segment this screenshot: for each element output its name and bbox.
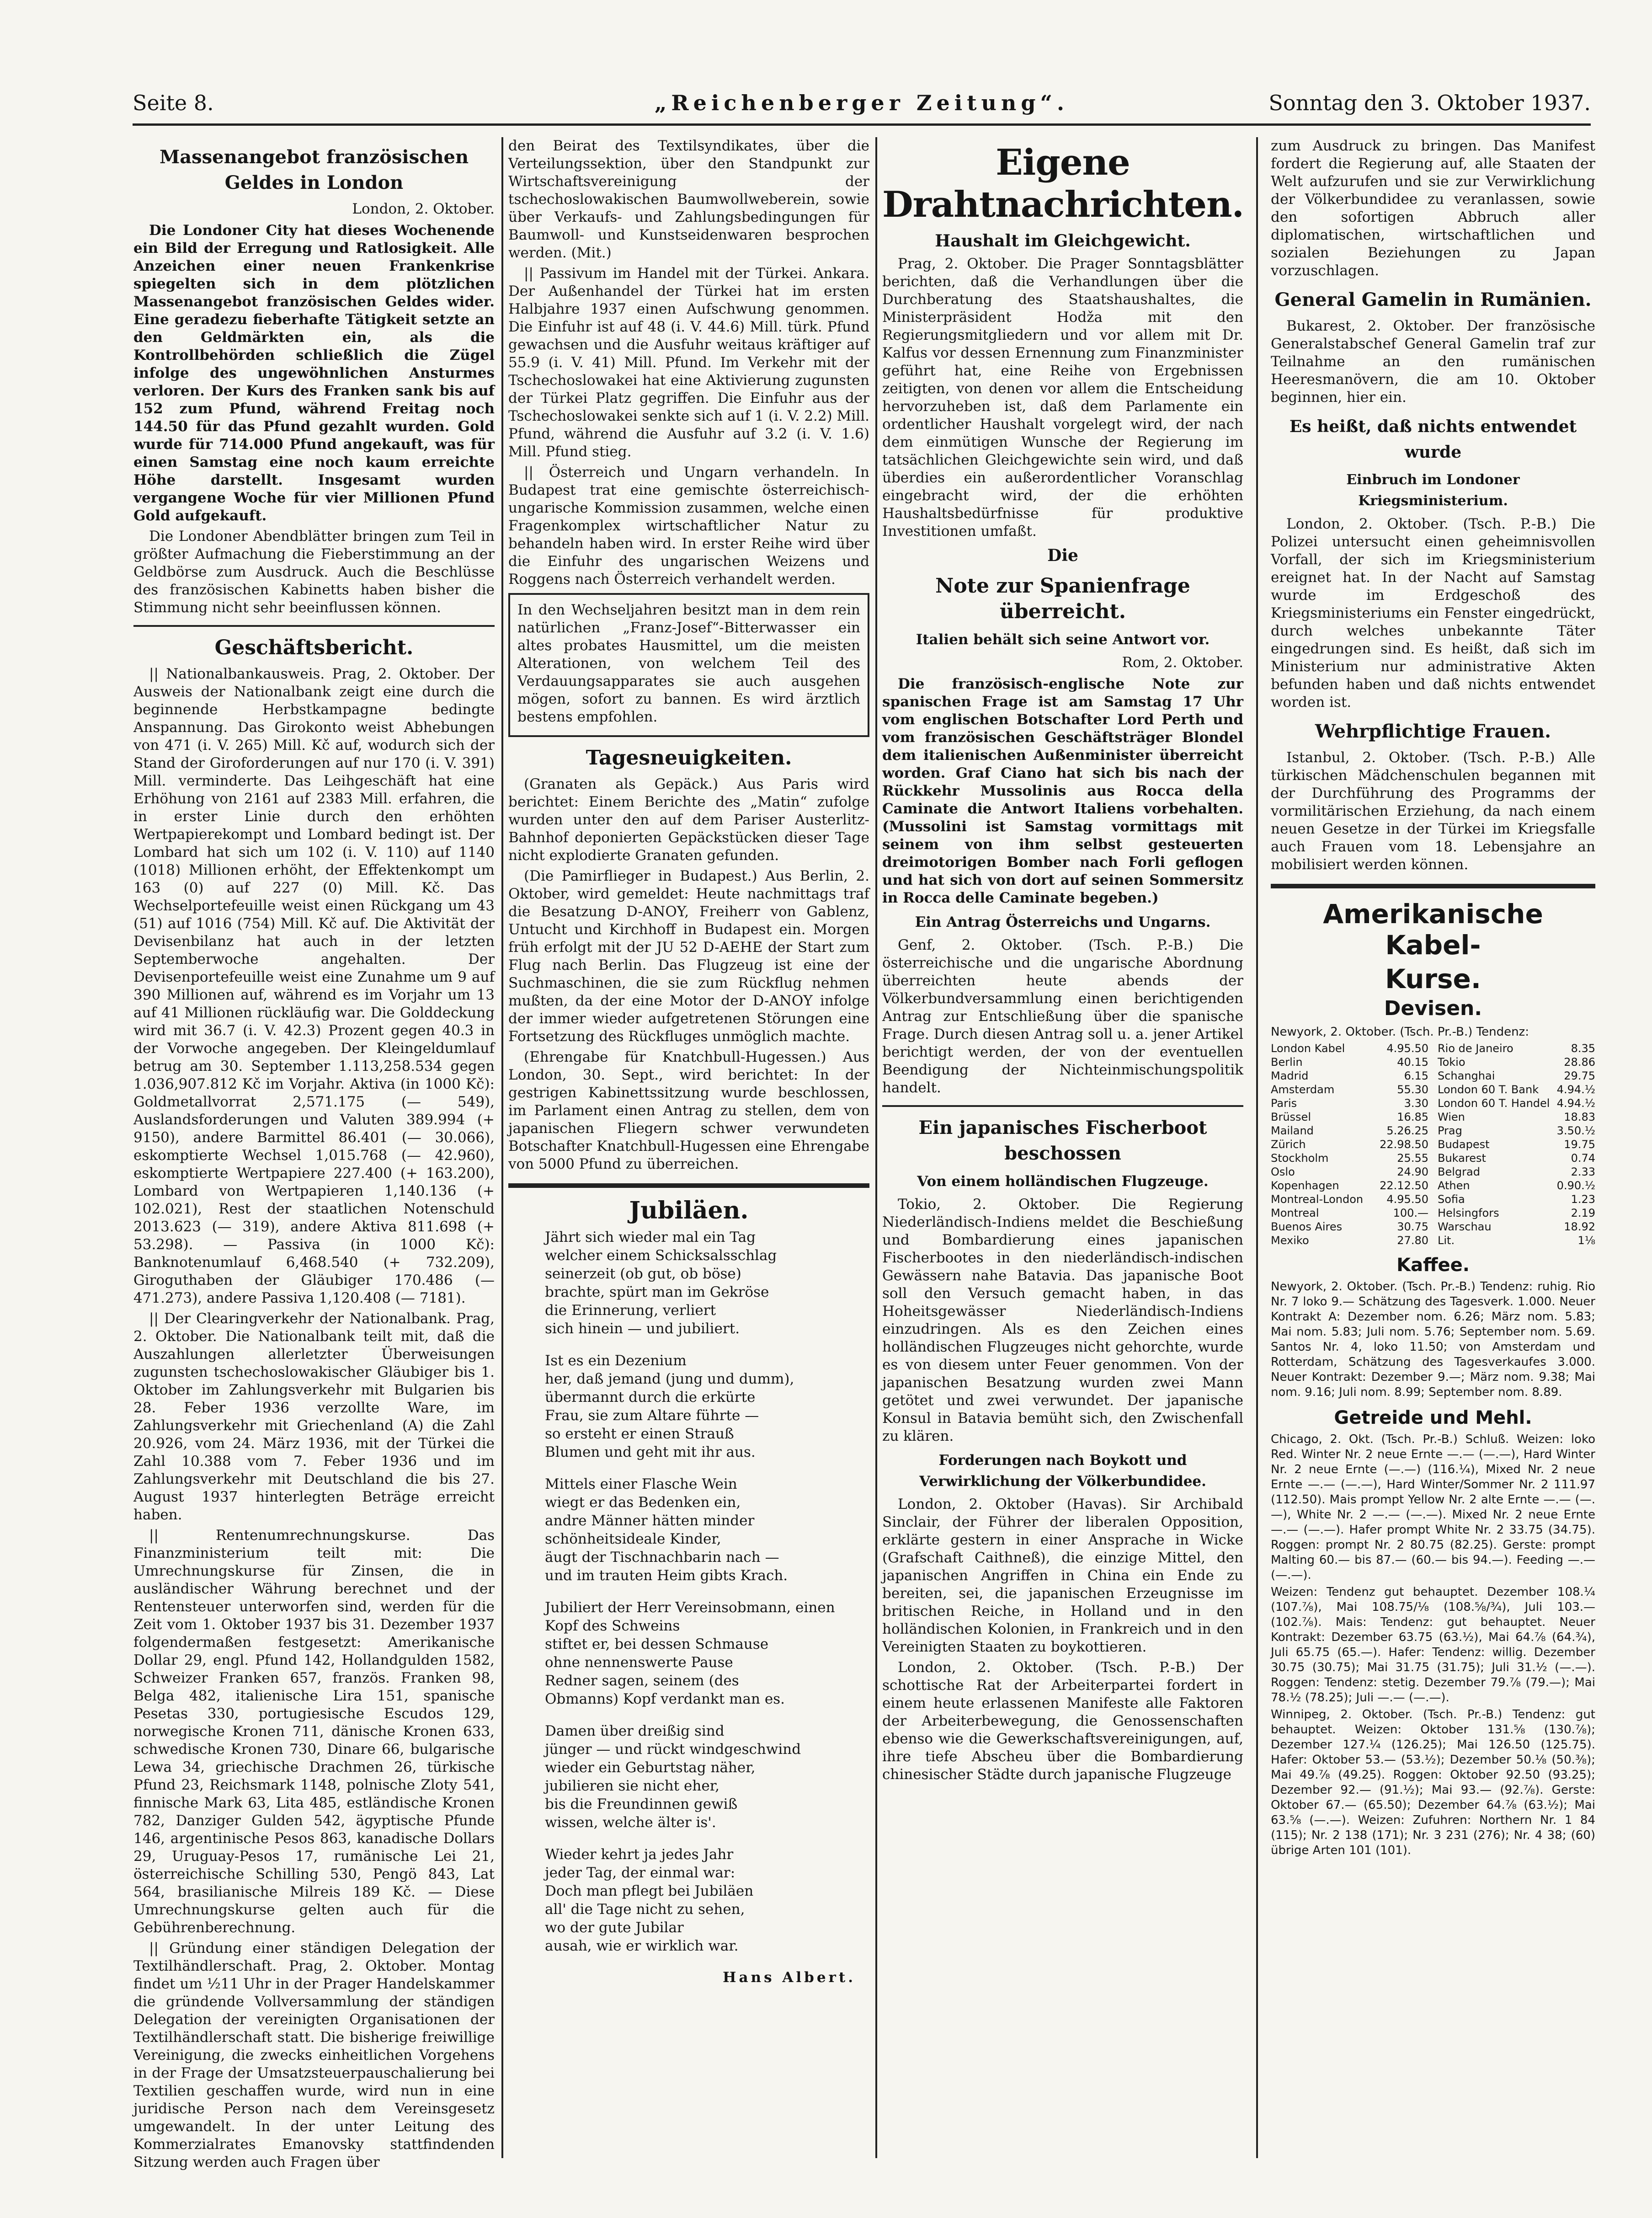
section-divider — [882, 1105, 1243, 1107]
exchange-rate-row — [1271, 1124, 1428, 1138]
devisen-heading: Devisen. — [1384, 997, 1482, 1020]
currency-rate: 16.85 — [1397, 1111, 1428, 1123]
article-paragraph: || Nationalbankausweis. Prag, 2. Oktober. Der Ausweis der Nationalbank zeigt eine durch die beginnende Herbstkampagne bedingte Anspannung. Das Girokonto weist Abhebungen von 471 (i. V. 265) Mill. Kč auf, wodurch sich der Stand der Giroforderungen auf nur 170 (i. V. 391) Mill. verminderte. Das Leihgeschäft hat eine Erhöhung von 2161 auf 2383 Mill. erfahren, die in erster Linie durch den erhöhten Wertpapierekompt und Lombard bedingt ist. Der Lombard hat sich um 102 (i. V. 110) auf 1140 (1018) Millionen erhöht, der Effektenkompt um 163 (0) auf 227 (0) Mill. Kč. Das Wechselportefeuille weist einen Rückgang um 43 (51) auf 1016 (754) Mill. Kč auf. Die Aktivität der Devisenbilanz hat auch in der letzten Septemberwoche angehalten. Der Devisenportefeuille weist eine Zunahme um 9 auf 390 Millionen auf, während es im Vorjahr um 13 auf 41 Millionen rückläufig war. Die Golddeckung wird mit 36.7 (i. V. 42.3) Prozent gegen 40.3 in der Vorwoche angegeben. Der Kleingeldumlauf betrug am 30. September 1.113,258.534 gegen 1.036,907.812 Kč im Vorjahr. Aktiva (in 1000 Kč): Goldmetallvorrat 2,571.175 (— 549), Auslandsforderungen und Valuten 389.994 (+ 9150), andere Barmittel 86.401 (— 30.066), eskomptierte Wechsel 1,015.768 (— 42.960), eskomptierte Wertpapiere 227.400 (+ 163.200), Lombard von Wertpapieren 1,140.136 (+ 102.021), Rest der staatlichen Notenschuld 2013.623 (— 319), andere Aktiva 811.698 (+ 53.298). — Passiva (in 1000 Kč): Banknotenumlauf 6,468.540 (+ 732.209), Giroguthaben der Gläubiger 170.486 (— 471.273), andere Passiva 1,120.408 (— 7181). — [133, 666, 495, 1306]
currency-rate: 2.33 — [1571, 1165, 1595, 1178]
article-title: General Gamelin in Rumänien. — [1274, 289, 1592, 310]
currency-rate: 24.90 — [1397, 1165, 1428, 1178]
exchange-rate-row — [1438, 1069, 1595, 1083]
section-divider — [1271, 884, 1595, 888]
getreide-report: Weizen: Tendenz gut behauptet. Dezember 108.¼ (107.⅞), Mai 108.75/⅛ (108.⅝/¾), Juli 103.— (102.⅞). Mais: Tendenz: gut behauptet. Neuer Kontrakt: Dezember 63.75 (63.½), Mai 64.⅞ (64.¾), Juli 65.75 (65.—). Hafer: Tendenz: willig. Dezember 30.75 (30.75); Mai 31.75 (31.75); Juli 31.½ (—.—). Roggen: Tendenz: stetig. Dezember 79.⅞ (79.—); Mai 78.½ (78.25); Juli —.— (—.—). — [1271, 1585, 1595, 1705]
article-paragraph: (Granaten als Gepäck.) Aus Paris wird berichtet: Einem Berichte des „Matin“ zufolge wurden unter den auf dem Pariser Austerlitz-Bahnhof deponierten Gepäckstücken dieser Tage nicht explodierte Granaten gefunden. — [508, 776, 869, 864]
article-paragraph: || Passivum im Handel mit der Türkei. Ankara. Der Außenhandel der Türkei hat im ersten Halbjahre 1937 einen Aufschwung genommen. Die Einfuhr ist auf 48 (i. V. 44.6) Mill. türk. Pfund gewachsen und die Ausfuhr weitaus kräftiger auf 55.9 (i. V. 41) Mill. Pfund. Im Verkehr mit der Tschechoslowakei hat eine Aktivierung zugunsten der Türkei Platz gegriffen. Die Einfuhr aus der Tschechoslowakei senkte sich auf 1 (i. V. 2.2) Mill. Pfund, während die Ausfuhr auf 3.2 (i. V. 1.6) Mill. Pfund stieg. — [508, 265, 869, 460]
exchange-rate-row — [1438, 1110, 1595, 1124]
article-paragraph: Die Londoner City hat dieses Wochenende ein Bild der Erregung und Ratlosigkeit. Alle Anzeichen einer neuen Frankenkrise spiegelten sich in dem plötzlichen Massenangebot französischen Geldes wider. Eine geradezu fieberhafte Tätigkeit setzte an den Geldmärkten ein, als die Kontrollbehörden schließlich die Zügel infolge des ungewöhnlichen Ansturmes verloren. Der Kurs des Franken sank bis auf 152 zum Pfund, während Freitag noch 144.50 für das Pfund gezahlt wurden. Gold wurde für 714.000 Pfund angekauft, was für einen Samstag eine noch kaum erreichte Höhe darstellt. Insgesamt wurden vergangene Woche für vier Millionen Pfund Gold aufgekauft. — [133, 222, 495, 524]
currency-name: Montreal-London — [1271, 1193, 1364, 1206]
currency-rate: 28.86 — [1564, 1056, 1595, 1069]
poem-title: Jubiläen. — [629, 1197, 749, 1224]
newspaper-title: „Reichenberger Zeitung“. — [654, 91, 1069, 115]
article-pretitle: Die — [1047, 546, 1078, 565]
currency-name: Rio de Janeiro — [1438, 1042, 1513, 1055]
article-paragraph: (Ehrengabe für Knatchbull-Hugessen.) Aus London, 30. Sept., wird berichtet: In der gestrigen Kabinettssitzung wurde beschlossen, im Parlament einen Antrag zu stellen, dem von japanischen Fliegern schwer verwundeten Botschafter Knatchbull-Hugessen eine Ehrengabe von 5000 Pfund zu überreichen. — [508, 1049, 869, 1172]
currency-name: Wien — [1438, 1111, 1465, 1123]
poem-stanza: Damen über dreißig sind jünger — und rückt windgeschwind wieder ein Geburtstag näher, jubilieren sie nicht eher, bis die Freundinnen gewiß wissen, welche älter is'. — [545, 1723, 801, 1831]
currency-rate: 3.50.½ — [1556, 1124, 1595, 1137]
market-report — [1271, 898, 1595, 1858]
exchange-rate-row — [1438, 1096, 1595, 1110]
exchange-rate-row — [1438, 1192, 1595, 1206]
article-paragraph: Die französisch-englische Note zur spanischen Frage ist am Samstag 17 Uhr vom englischen Botschafter Lord Perth und vom französischen Geschäftsträger Blondel dem italienischen Außenminister überreicht worden. Graf Ciano hat sich bis nach der Rückkehr Mussolinis aus Rocca della Caminate die Antwort Italiens vorbehalten. (Mussolini ist Samstag vormittags mit seinem von ihm selbst gesteuerten dreimotorigen Bomber nach Forli geflogen und hat sich von dort auf seinen Sommersitz in Rocca delle Caminate begeben.) — [882, 676, 1243, 906]
currency-name: Schanghai — [1438, 1069, 1495, 1082]
currency-name: Paris — [1271, 1097, 1297, 1110]
currency-name: Lit. — [1438, 1234, 1455, 1247]
getreide-report: Chicago, 2. Okt. (Tsch. Pr.-B.) Schluß. Weizen: loko Red. Winter Nr. 2 neue Ernte —.— (—.—), Hard Winter Nr. 2 neue Ernte (—.—) (116.¼), Mixed Nr. 2 neue Ernte —.— (—.—), Hard Winter/Sommer Nr. 2 111.97 (112.50). Mais prompt Yellow Nr. 2 alte Ernte —.— (—.—), White Nr. 2 —.— (—.—). Mixed Nr. 2 neue Ernte —.— (—.—). Hafer prompt White Nr. 2 33.75 (34.75). Roggen: prompt Nr. 2 80.75 (82.25). Gerste: prompt Malting 60.— bis 87.— (60.— bis 94.—). Feeding —.— (—.—). — [1271, 1432, 1595, 1582]
currency-rate: 18.83 — [1564, 1111, 1595, 1123]
exchange-rate-row — [1271, 1151, 1428, 1165]
exchange-rate-row — [1271, 1110, 1428, 1124]
currency-name: Mexiko — [1271, 1234, 1309, 1247]
poem-stanza: Jubiliert der Herr Vereinsobmann, einen Kopf des Schweins stiftet er, bei dessen Schmause ohne nennenswerte Pause Redner sagen, seinem (des Obmanns) Kopf verdankt man es. — [545, 1599, 835, 1707]
currency-name: Brüssel — [1271, 1111, 1311, 1123]
currency-rate: 25.55 — [1397, 1152, 1428, 1165]
article-paragraph: Tokio, 2. Oktober. Die Regierung Niederländisch-Indiens meldet die Beschießung und Bombardierung eines japanischen Fischerbootes in den niederländisch-indischen Gewässern nahe Batavia. Das japanische Boot soll den Versuch gemacht haben, in das Hoheitsgewässer Niederländisch-Indiens einzudringen. Als es den Zeichen eines holländischen Flugzeuges nicht gehorchte, wurde es von diesem unter Feuer genommen. Von der japanischen Besatzung wurden zwei Mann getötet und zwei verwundet. Der japanische Konsul in Batavia bemüht sich, den Zwischenfall zu klären. — [882, 1196, 1243, 1444]
article-paragraph: Genf, 2. Oktober. (Tsch. P.-B.) Die österreichische und die ungarische Abordnung überreichten heute abends der Völkerbundversammlung einen berichtigenden Antrag zur Entschließung über die spanische Frage. Durch diesen Antrag soll u. a. jener Artikel berichtigt werden, der von der eventuellen Beendigung der Nichteinmischungspolitik handelt. — [882, 937, 1243, 1096]
column-rule — [875, 137, 877, 2158]
exchange-rate-row — [1438, 1042, 1595, 1055]
exchange-rate-row — [1271, 1055, 1428, 1069]
currency-rate: 100.— — [1393, 1207, 1428, 1219]
currency-name: Helsingfors — [1438, 1207, 1499, 1219]
article-paragraph: London, 2. Oktober. (Tsch. P.-B.) Die Polizei untersucht einen geheimnisvollen Vorfall, der sich im Kriegsministerium ereignet hat. In der Nacht auf Samstag wurde im Erdgeschoß des Kriegsministeriums ein Fenster eingedrückt, durch welches unbekannte Täter eingedrungen sind. Es heißt, daß sich im Ministerium nur administrative Akten befunden haben und daß nichts entwendet worden ist. — [1271, 516, 1595, 711]
article-title: Haushalt im Gleichgewicht. — [935, 231, 1191, 251]
exchange-rate-row — [1438, 1206, 1595, 1220]
article-paragraph: den Beirat des Textilsyndikates, über die Verteilungssektion, über den Standpunkt zur Wirtschaftsvereinigung der tschechoslowakischen Baumwollweberein, sowie über Verkaufs- und Zahlungsbedingungen für Baumwoll- und Kunstseidenwaren besprochen werden. (Mit.) — [508, 138, 869, 261]
exchange-rate-row — [1438, 1055, 1595, 1069]
market-title: Amerikanische Kabel- — [1323, 898, 1543, 961]
currency-name: Mailand — [1271, 1124, 1314, 1137]
poem-stanza: Ist es ein Dezenium her, daß jemand (jung und dumm), übermannt durch die erkürte Frau, sie zum Altare führte — so ersteht er einen Strauß Blumen und geht mit ihr aus. — [545, 1352, 794, 1460]
article-title: Forderungen nach Boykott und Verwirklichung der Völkerbundidee. — [919, 1452, 1206, 1490]
article-paragraph: || Rentenumrechnungskurse. Das Finanzministerium teilt mit: Die Umrechnungskurse für Zinsen, die in ausländischer Währung berechnet und der Rentensteuer unterworfen sind, werden für die Zeit vom 1. Oktober 1937 bis 31. Dezember 1937 folgendermaßen festgesetzt: Amerikanische Dollar 29, engl. Pfund 142, Hollandgulden 1582, Schweizer Franken 657, französ. Franken 98, Belga 482, italienische Lira 151, spanische Pesetas 330, portugiesische Escudos 129, norwegische Kronen 711, dänische Kronen 633, schwedische Kronen 730, Dinare 66, bulgarische Lewa 34, griechische Drachmen 26, türkische Pfund 23, Reichsmark 1148, polnische Zloty 541, finnische Mark 63, Lita 485, estländische Kronen 782, Danziger Gulden 542, ägyptische Pfunde 146, argentinische Pesos 863, kanadische Dollars 29, Uruguay-Pesos 17, rumänische Lei 21, österreichische Schilling 530, Pengö 843, Lat 564, brasilianische Milreis 189 Kč. — Diese Umrechnungskurse gelten auch für die Gebührenberechnung. — [133, 1527, 495, 1936]
getreide-report: Winnipeg, 2. Oktober. (Tsch. Pr.-B.) Tendenz: gut behauptet. Weizen: Oktober 131.⅝ (130.⅞); Dezember 127.¼ (126.25); Mai 126.50 (125.75). Hafer: Oktober 53.— (53.½); Dezember 50.⅛ (50.⅜); Mai 49.⅞ (49.25). Roggen: Oktober 92.50 (93.25); Dezember 92.— (91.½); Mai 93.— (92.⅞). Gerste: Oktober 67.— (65.50); Dezember 64.⅞ (63.½); Mai 63.⅝ (—.—). Weizen: Zufuhren: Northern Nr. 1 84 (115); Nr. 2 138 (171); Nr. 3 231 (276); Nr. 4 38; (60) übrige Arten 101 (101). — [1271, 1708, 1595, 1857]
article-subtitle: Einbruch im Londoner Kriegsministerium. — [1346, 472, 1520, 509]
article-title: Ein japanisches Fischerboot beschossen — [918, 1117, 1207, 1164]
currency-name: Madrid — [1271, 1069, 1309, 1082]
article-paragraph: || Österreich und Ungarn verhandeln. In Budapest trat eine gemischte österreichisch-ungarische Kommission zusammen, welche einen Fragenkomplex wirtschaftlicher Natur zu behandeln haben wird. In erster Reihe wird über die Einfuhr des ungarischen Weizens und Roggens nach Österreich verhandelt werden. — [508, 464, 869, 588]
section-divider — [508, 1183, 869, 1188]
exchange-rate-row — [1271, 1042, 1428, 1055]
exchange-rates-table — [1271, 1042, 1595, 1247]
dateline: London, 2. Oktober. — [352, 201, 495, 217]
currency-rate: 4.94.½ — [1556, 1083, 1595, 1096]
article-title: Massenangebot französischen Geldes in London — [159, 146, 469, 193]
column-3 — [882, 137, 1243, 2158]
exchange-rate-row — [1271, 1165, 1428, 1179]
currency-name: Buenos Aires — [1271, 1220, 1343, 1233]
article-paragraph: London, 2. Oktober. (Tsch. P.-B.) Der schottische Rat der Arbeiterpartei fordert in einem heute erlassenen Manifeste alle Faktoren der Arbeiterbewegung, die Genossenschaften ebenso wie die Gewerkschaftsvereinigungen, auf, ihre tiefe Abscheu über die Bombardierung chinesischer Städte durch japanische Flugzeuge — [882, 1659, 1243, 1783]
currency-name: Amsterdam — [1271, 1083, 1335, 1096]
exchange-rate-row — [1271, 1138, 1428, 1151]
currency-rate: 18.92 — [1564, 1220, 1595, 1233]
column-1 — [133, 137, 495, 2170]
currency-rate: 4.95.50 — [1386, 1193, 1428, 1206]
exchange-rate-row — [1438, 1124, 1595, 1138]
article-paragraph: zum Ausdruck zu bringen. Das Manifest fordert die Regierung auf, alle Staaten der Welt aufzurufen und sie zur Verwirklichung der Völkerbundidee zu veranlassen, sowie den sofortigen Abbruch aller diplomatischen, wirtschaftlichen und sozialen Beziehungen zu Japan vorzuschlagen. — [1271, 138, 1595, 279]
currency-name: Bukarest — [1438, 1152, 1486, 1165]
currency-rate: 2.19 — [1571, 1207, 1595, 1219]
article-paragraph: || Gründung einer ständigen Delegation der Textilhändlerschaft. Prag, 2. Oktober. Montag findet um ½11 Uhr in der Prager Handelskammer die gründende Vollversammlung der ständigen Delegation der vereinigten Organisationen der Textilhändlerschaft statt. Die bisherige freiwillige Vereinigung, die zwecks einheitlichen Vorgehens in der Frage der Umsatzsteuerpauschalierung bei Textilien geschaffen wurde, wird nun in eine juridische Person nach dem Vereinsgesetz umgewandelt. In der unter Leitung des Kommerzialrates Emanovsky stattfindenden Sitzung werden auch Fragen über — [133, 1940, 495, 2170]
section-title: Eigene Drahtnachrichten. — [882, 142, 1244, 225]
currency-name: Oslo — [1271, 1165, 1295, 1178]
article-paragraph: London, 2. Oktober (Havas). Sir Archibald Sinclair, der Führer der liberalen Opposition, erklärte gestern in einer Ansprache in Wicke (Grafschaft Caithneß), die einzige Mittel, den japanischen Angriffen in China ein Ende zu bereiten, sei, die japanischen Erzeugnisse im britischen Reiche, in Holland und in den holländischen Kolonien, in Frankreich und in den Vereinigten Staaten zu boykottieren. — [882, 1496, 1243, 1655]
currency-rate: 8.35 — [1571, 1042, 1595, 1055]
currency-rate: 3.30 — [1404, 1097, 1428, 1110]
currency-name: London Kabel — [1271, 1042, 1345, 1055]
issue-date: Sonntag den 3. Oktober 1937. — [1268, 91, 1591, 115]
section-title: Tagesneuigkeiten. — [586, 746, 792, 770]
exchange-rate-row — [1438, 1234, 1595, 1247]
exchange-rate-row — [1271, 1069, 1428, 1083]
article-paragraph: (Die Pamirflieger in Budapest.) Aus Berlin, 2. Oktober, wird gemeldet: Heute nachmittags traf die Besatzung D-ANOY, Freiherr von Gablenz, Untucht und Kirchhoff in Budapest ein. Morgen früh erfolgt mit der JU 52 D-AEHE der Start zum Flug nach Berlin. Das Flugzeug ist eine der Suchmaschinen, die sie zum Rückflug nehmen mußten, da der eine Motor der D-ANOY infolge der immer wieder aufgetretenen Störungen eine Fortsetzung des Rückfluges unmöglich machte. — [508, 868, 869, 1045]
currency-name: Warschau — [1438, 1220, 1492, 1233]
exchange-rate-row — [1438, 1179, 1595, 1192]
currency-name: Budapest — [1438, 1138, 1490, 1151]
kaffee-report: Newyork, 2. Oktober. (Tsch. Pr.-B.) Tendenz: ruhig. Rio Nr. 7 loko 9.— Schätzung des Tagesverk. 1.000. Neuer Kontrakt A: Dezember nom. 6.26; März nom. 5.83; Mai nom. 5.83; Juli nom. 5.76; September nom. 5.69. Santos Nr. 4, loko 11.50; von Amsterdam und Rotterdam, Schätzung des Tagesverkaufes 3.000. Neuer Kontrakt: Dezember 9.—; März nom. 9.38; Mai nom. 9.16; Juli nom. 8.99; September nom. 8.89. — [1271, 1280, 1595, 1399]
currency-name: London 60 T. Bank — [1438, 1083, 1539, 1096]
currency-name: Prag — [1438, 1124, 1462, 1137]
section-title: Geschäftsbericht. — [214, 636, 414, 659]
currency-name: Montreal — [1271, 1207, 1319, 1219]
exchange-rate-row — [1271, 1220, 1428, 1234]
currency-rate: 29.75 — [1564, 1069, 1595, 1082]
currency-rate: 1.23 — [1571, 1193, 1595, 1206]
article-subtitle: Italien behält sich seine Antwort vor. — [916, 631, 1210, 648]
currency-rate: 6.15 — [1404, 1069, 1428, 1082]
exchange-rate-row — [1438, 1083, 1595, 1096]
article-title: Wehrpflichtige Frauen. — [1315, 721, 1551, 742]
exchange-rate-row — [1271, 1206, 1428, 1220]
exchange-rate-row — [1271, 1234, 1428, 1247]
column-rule — [501, 137, 503, 2158]
dateline: Rom, 2. Oktober. — [1122, 654, 1243, 671]
currency-rate: 0.90.½ — [1556, 1179, 1595, 1192]
currency-name: London 60 T. Handel — [1438, 1097, 1550, 1110]
market-title-2: Kurse. — [1385, 963, 1481, 994]
currency-rate: 4.95.50 — [1386, 1042, 1428, 1055]
currency-rate: 22.12.50 — [1380, 1179, 1428, 1192]
currency-rate: 27.80 — [1397, 1234, 1428, 1247]
currency-name: Zürich — [1271, 1138, 1306, 1151]
article-paragraph: Die Londoner Abendblätter bringen zum Teil in größter Aufmachung die Fieberstimmung an der Geldbörse zum Ausdruck. Auch die Beschlüsse des französischen Kabinetts haben bisher die Stimmung nicht sehr beeinflussen können. — [133, 528, 495, 616]
article-paragraph: Prag, 2. Oktober. Die Prager Sonntagsblätter berichten, daß die Verhandlungen über die Durchberatung des Staatshaushaltes, die Ministerpräsident Hodža mit den Regierungsmitgliedern und vor allem mit Dr. Kalfus vor dessen Ernennung zum Finanzminister geführt hat, eine Reihe von Ergebnissen zeitigten, von denen vor allem die Entscheidung hervorzuheben ist, daß dem Parlamente ein ordentlicher Haushalt vorgelegt wird, der nach dem einmütigen Wunsche der Regierung im tatsächlichen Gleichgewichte sein wird, und daß überdies ein außerordentlicher Voranschlag eingebracht wird, der die erhöhten Haushaltsbedürfnisse für produktive Investitionen umfaßt. — [882, 256, 1243, 540]
column-4 — [1271, 137, 1595, 2158]
article-title: Ein Antrag Österreichs und Ungarns. — [915, 914, 1211, 930]
exchange-rate-row — [1271, 1179, 1428, 1192]
currency-name: Athen — [1438, 1179, 1470, 1192]
column-rule — [1256, 137, 1258, 2158]
advertisement-text: In den Wechseljahren besitzt man in dem rein natürlichen „Franz-Josef“-Bitterwasser ein altes probates Hausmittel, um die meisten Alterationen, von welchem Teil des Verdauungsapparates sie auch ausgehen mögen, sofort zu bannen. Es wird ärztlich bestens empfohlen. — [517, 602, 860, 725]
devisen-intro: Newyork, 2. Oktober. (Tsch. Pr.-B.) Tendenz: — [1271, 1025, 1529, 1039]
getreide-heading: Getreide und Mehl. — [1334, 1407, 1532, 1428]
article-paragraph: || Der Clearingverkehr der Nationalbank. Prag, 2. Oktober. Die Nationalbank teilt mit, daß die Auszahlungen allerletzter Überweisungen zugunsten tschechoslowakischer Gläubiger bis 1. Oktober im Zahlungsverkehr mit Bulgarien bis 28. Feber 1936 verzollte Ware, im Zahlungsverkehr mit Griechenland (A) die Zahl 20.926, vom 24. März 1936, mit der Türkei die Zahl 10.388 vom 7. Feber 1936 und im Zahlungsverkehr mit Deutschland die bis 27. August 1937 hinterlegten Beträge erreicht haben. — [133, 1310, 495, 1523]
currency-rate: 22.98.50 — [1380, 1138, 1428, 1151]
currency-rate: 4.94.½ — [1556, 1097, 1595, 1110]
poem — [508, 1228, 869, 1955]
page-number: Seite 8. — [133, 91, 214, 115]
poem-stanza: Jährt sich wieder mal ein Tag welcher einem Schicksalsschlag seinerzeit (ob gut, ob böse) brachte, spürt man im Gekröse die Erinnerung, verliert sich hinein — und jubiliert. — [545, 1229, 777, 1337]
advertisement-box — [508, 593, 869, 737]
currency-name: Sofia — [1438, 1193, 1465, 1206]
article-title: Es heißt, daß nichts entwendet wurde — [1289, 417, 1577, 462]
poem-stanza: Mittels einer Flasche Wein wiegt er das Bedenken ein, andre Männer hätten minder schönheitsideale Kinder, äugt der Tischnachbarin nach — und im trauten Heim gibts Krach. — [545, 1476, 788, 1584]
exchange-rate-row — [1438, 1151, 1595, 1165]
currency-rate: 40.15 — [1397, 1056, 1428, 1069]
article-paragraph: Istanbul, 2. Oktober. (Tsch. P.-B.) Alle türkischen Mädchenschulen begannen mit der Durchführung des Programms der vormilitärischen Erziehung, da nach einem neuen Gesetze in der Türkei im Kriegsfalle auch Frauen vom 18. Lebensjahre an mobilisiert werden können. — [1271, 749, 1595, 873]
currency-name: Berlin — [1271, 1056, 1303, 1069]
article-paragraph: Bukarest, 2. Oktober. Der französische Generalstabschef General Gamelin traf zur Teilnahme an den rumänischen Heeresmanövern, die am 10. Oktober beginnen, hier ein. — [1271, 318, 1595, 406]
poem-author: Hans Albert. — [723, 1969, 856, 1986]
currency-rate: 30.75 — [1397, 1220, 1428, 1233]
kaffee-heading: Kaffee. — [1396, 1255, 1470, 1276]
article-subtitle: Von einem holländischen Flugzeuge. — [917, 1173, 1209, 1190]
article-title: Note zur Spanienfrage überreicht. — [935, 574, 1190, 623]
exchange-rate-row — [1438, 1165, 1595, 1179]
currency-name: Tokio — [1438, 1056, 1465, 1069]
currency-rate: 19.75 — [1564, 1138, 1595, 1151]
currency-rate: 1⅛ — [1577, 1234, 1595, 1247]
currency-rate: 0.74 — [1571, 1152, 1595, 1165]
exchange-rate-row — [1271, 1083, 1428, 1096]
column-2 — [508, 137, 869, 2158]
currency-rate: 55.30 — [1397, 1083, 1428, 1096]
poem-stanza: Wieder kehrt ja jedes Jahr jeder Tag, der einmal war: Doch man pflegt bei Jubiläen all' die Tage nicht zu sehen, wo der gute Jubilar ausah, wie er wirklich war. — [545, 1846, 754, 1954]
page-header — [133, 85, 1591, 126]
currency-rate: 5.26.25 — [1386, 1124, 1428, 1137]
currency-name: Belgrad — [1438, 1165, 1480, 1178]
currency-name: Stockholm — [1271, 1152, 1329, 1165]
section-divider — [133, 625, 495, 627]
currency-name: Kopenhagen — [1271, 1179, 1339, 1192]
exchange-rate-row — [1271, 1096, 1428, 1110]
exchange-rate-row — [1438, 1220, 1595, 1234]
exchange-rate-row — [1438, 1138, 1595, 1151]
exchange-rate-row — [1271, 1192, 1428, 1206]
